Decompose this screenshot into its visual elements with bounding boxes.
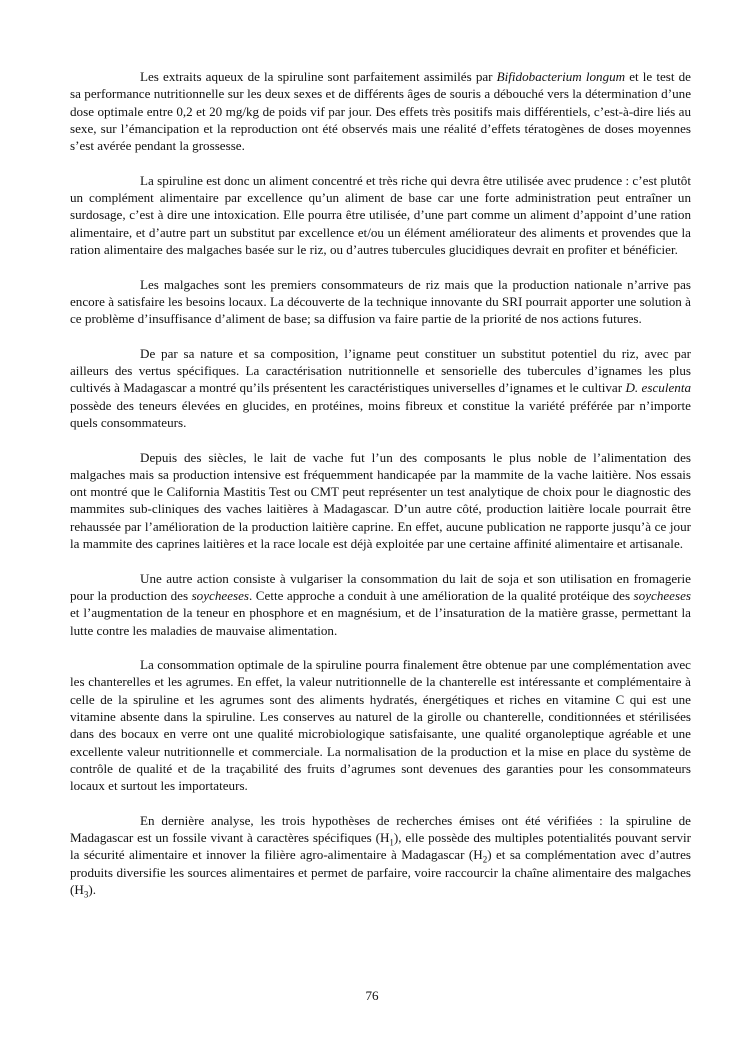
paragraph	[70, 172, 691, 258]
text-run: ).	[88, 881, 96, 897]
page-number: 76	[365, 988, 379, 1003]
paragraph	[70, 570, 691, 639]
text-run: En dernière analyse, les trois hypothèses de recherches émises ont été vérifiées : la spiruline de Madagascar est un fossile vivant à caractères spécifiques (H	[70, 812, 691, 846]
paragraph	[70, 656, 691, 794]
text-run: et le test de sa performance nutritionnelle sur les deux sexes et de différents âges de souris a débouché vers la détermination d’une dose optimale entre 0,2 et 20 mg/kg de poids vif par jour. Des effets très positifs mais différentiels, c’est-à-dire liés au sexe, sur l’émancipation et la reproduction ont été observés mais une réalité d’effets tératogènes de doses moyennes s’est avérée pendant la grossesse.	[70, 69, 691, 154]
text-run: Une autre action consiste à vulgariser la consommation du lait de soja et son utilisation en fromagerie pour la production des	[70, 570, 691, 603]
subscript-run: 2	[482, 854, 488, 865]
text-run: ), elle possède des multiples potentialités pouvant servir la sécurité alimentaire et innover la filière agro-alimentaire à Madagascar (H	[70, 830, 691, 863]
text-run: Les extraits aqueux de la spiruline sont parfaitement assimilés par	[140, 69, 497, 84]
subscript-run: 1	[389, 837, 394, 848]
subscript-run: 3	[83, 889, 89, 900]
text-run: . Cette approche a conduit à une amélioration de la qualité protéique des	[249, 587, 634, 603]
text-run: ) et sa complémentation avec d’autres produits diversifie les sources alimentaires et permet de parfaire, voire raccourcir la chaîne alimentaire des malgaches (H	[70, 847, 691, 897]
text-run: et l’augmentation de la teneur en phosphore et en magnésium, et de l’insaturation de la matière grasse, permettant la lutte contre les maladies de mauvaise alimentation.	[70, 605, 691, 638]
paragraph	[70, 812, 691, 898]
italic-run: soycheeses	[191, 587, 250, 603]
text-run: Depuis des siècles, le lait de vache fut l’un des composants le plus noble de l’alimentation des malgaches mais sa production intensive est fréquemment handicapée par la mammite de la vache laitière. Nos essais ont montré que le California Mastitis Test ou CMT peut représenter un test analytique de choix pour le diagnostic des mammites sub-cliniques des vaches laitières à Madagascar. D’un autre côté, production laitière locale pourrait être rehaussée par l’amélioration de la production laitière caprine. En effet, aucune publication ne rapporte jusqu’à ce jour la mammite des caprines laitières et la race locale est déjà exploitée par une certaine affinité alimentaire et artisanale.	[70, 449, 691, 552]
text-run: Les malgaches sont les premiers consommateurs de riz mais que la production nationale n’arrive pas encore à satisfaire les besoins locaux. La découverte de la technique innovante du SRI pourrait apporter une solution à ce problème d’insuffisance d’aliment de base; sa diffusion va faire partie de la priorité de nos actions futures.	[70, 276, 691, 327]
text-run: De par sa nature et sa composition, l’igname peut constituer un substitut potentiel du riz, avec par ailleurs des vertus spécifiques. La caractérisation nutritionnelle et sensorielle des tubercules d’ignames les plus cultivés à Madagascar a montré qu’ils présentent les caractéristiques universelles d’ignames et le cultivar	[70, 345, 691, 396]
paragraph	[70, 68, 691, 154]
paragraph	[70, 449, 691, 553]
text-run: La consommation optimale de la spiruline pourra finalement être obtenue par une complémentation avec les chanterelles et les agrumes. En effet, la valeur nutritionnelle de la chanterelle est intéressante et complémentaire à celle de la spiruline et les agrumes sont des aliments hydratés, énergétiques et riches en vitamine C qui est une vitamine absente dans la spiruline. Les conserves au naturel de la girolle ou chanterelle, conditionnées et stérilisées dans des bocaux en verre ont une qualité microbiologique satisfaisante, une qualité organoleptique agréable et une excellente valeur nutritionnelle et commerciale. La normalisation de la production et la mise en place du système de contrôle de qualité et de la traçabilité des fruits d’agrumes sont devenues des garanties pour les consommateurs locaux et surtout les importateurs.	[70, 657, 691, 794]
text-run: La spiruline est donc un aliment concentré et très riche qui devra être utilisée avec prudence : c’est plutôt un complément alimentaire par excellence qu’un aliment de base car une forte administration peut entraîner un surdosage, c’est à dire une intoxication. Elle pourra être utilisée, d’une part comme un aliment d’appoint d’une ration alimentaire, et d’autre part un substitut par excellence et/ou un élément améliorateur des aliments et provendes que la ration alimentaire des malgaches basée sur le riz, ou d’autres tubercules glucidiques devrait en profiter et bénéficier.	[70, 172, 691, 257]
paragraph	[70, 345, 691, 431]
paragraph	[70, 276, 691, 328]
document-body	[70, 68, 691, 898]
text-run: possède des teneurs élevées en glucides, en protéines, moins fibreux et constitue la variété préférée par n’importe quels consommateurs.	[70, 397, 691, 430]
italic-run: D. esculenta	[625, 380, 691, 396]
italic-run: Bifidobacterium longum	[496, 69, 626, 84]
italic-run: soycheeses	[633, 587, 691, 603]
